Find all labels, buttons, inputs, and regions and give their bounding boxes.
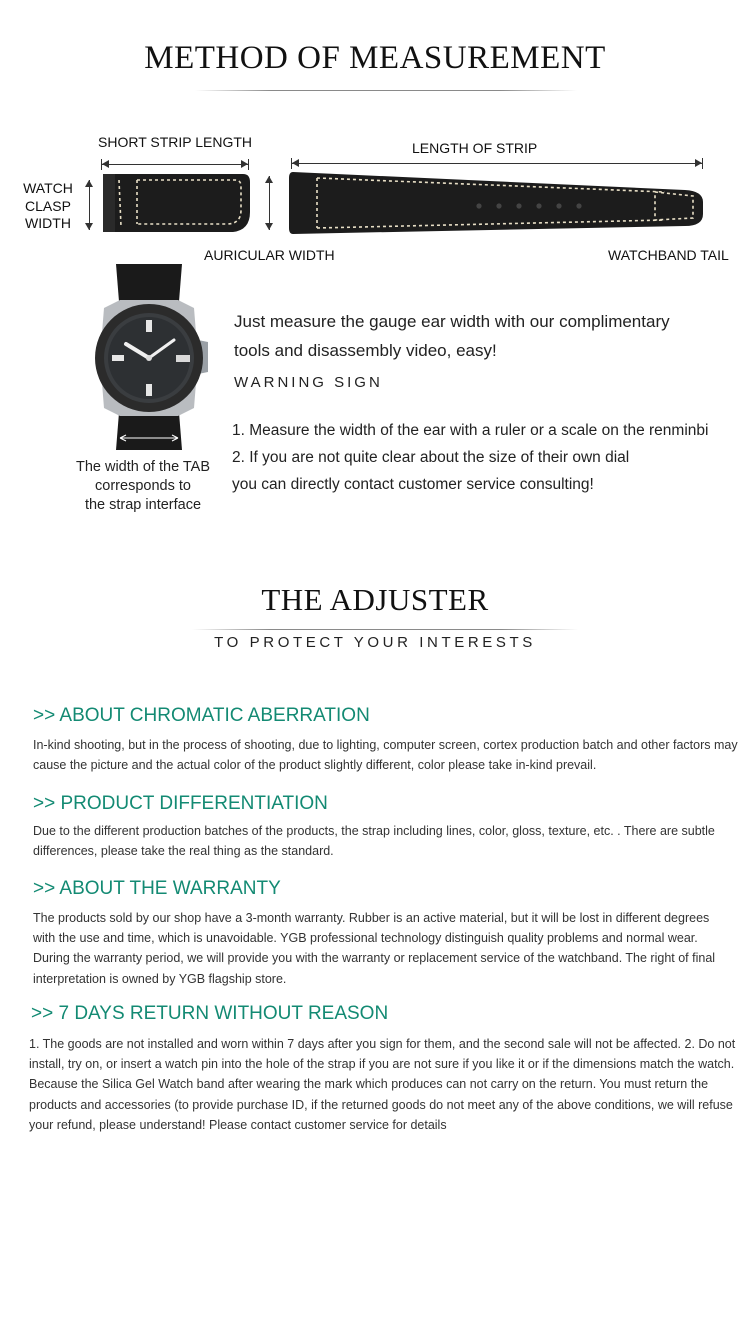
- arrow-up-icon: [85, 180, 93, 187]
- measurement-intro: [234, 307, 670, 365]
- short-strip-dimension-line: [102, 164, 248, 165]
- intro-line: Just measure the gauge ear width with our complimentary: [234, 312, 670, 331]
- short-strip-icon: [103, 174, 250, 232]
- step-line: 1. Measure the width of the ear with a ruler or a scale on the renminbi: [232, 422, 709, 439]
- warning-title: WARNING SIGN: [234, 374, 383, 391]
- section-heading-differentiation: >> PRODUCT DIFFERENTIATION: [33, 793, 328, 814]
- adjuster-divider: [192, 629, 578, 630]
- caption-line: corresponds to: [95, 478, 191, 494]
- strap-illustration: [95, 168, 715, 240]
- caption-line: The width of the TAB: [75, 459, 211, 475]
- label-line: WIDTH: [25, 215, 71, 231]
- length-of-strip-label: LENGTH OF STRIP: [412, 140, 538, 156]
- step-line: 2. If you are not quite clear about the size of their own dial: [232, 449, 630, 466]
- adjuster-title: THE ADJUSTER: [261, 582, 489, 617]
- section-heading-chromatic: >> ABOUT CHROMATIC ABERRATION: [33, 705, 370, 726]
- section-body-chromatic: In-kind shooting, but in the process of shooting, due to lighting, computer screen, cortex production batch and other factors may cause the picture and the actual color of the product slightly different, color please take in-kind prevail.: [33, 738, 738, 773]
- short-strip-length-label: SHORT STRIP LENGTH: [98, 134, 253, 150]
- measurement-title: METHOD OF MEASUREMENT: [144, 40, 606, 76]
- section-body-differentiation: Due to the different production batches of the products, the strap including lines, color, gloss, texture, etc. . There are subtle differences, please take the real thing as the standard.: [33, 824, 715, 859]
- watch-clasp-width-label: [22, 180, 74, 233]
- arrow-right-icon: [695, 159, 702, 167]
- arrow-left-icon: [102, 160, 109, 168]
- section-body-warranty: The products sold by our shop have a 3-month warranty. Rubber is an active material, but it will be lost in different degrees with the use and time, which is unavoidable. YGB professional technology distinguish quality problems and normal wear. During the warranty period, we will provide you with the warranty or replacement service of the watchband. The right of final interpretation is owned by YGB flagship store.: [33, 911, 716, 986]
- adjuster-subtitle: TO PROTECT YOUR INTERESTS: [214, 634, 536, 651]
- caption-line: the strap interface: [84, 497, 202, 513]
- measurement-steps: [232, 417, 708, 498]
- title-divider: [195, 90, 577, 91]
- tab-caption: [56, 458, 230, 515]
- intro-line: tools and disassembly video, easy!: [234, 341, 497, 360]
- strip-length-dimension-line: [292, 163, 702, 164]
- arrow-left-icon: [292, 159, 299, 167]
- section-heading-return: >> 7 DAYS RETURN WITHOUT REASON: [31, 1003, 389, 1024]
- auricular-width-label: AURICULAR WIDTH: [204, 247, 335, 263]
- section-heading-warranty: >> ABOUT THE WARRANTY: [33, 878, 281, 899]
- arrow-right-icon: [241, 160, 248, 168]
- label-line: WATCH: [23, 180, 73, 196]
- watch-icon: [80, 262, 218, 452]
- label-line: CLASP: [25, 197, 71, 214]
- step-line: you can directly contact customer service consulting!: [232, 476, 594, 493]
- section-body-return: 1. The goods are not installed and worn within 7 days after you sign for them, and the second sale will not be affected. 2. Do not install, try on, or insert a watch pin into the hole of the strap if you are not sure if you like it or if the dimensions match the watch. Because the Silica Gel Watch band after wearing the mark which produces can not carry on the return. You must return the products and accessories (to provide purchase ID, if the returned goods do not meet any of the above conditions, we will refuse your refund, please understand! Please contact customer service for details: [29, 1037, 736, 1132]
- arrow-down-icon: [85, 223, 93, 230]
- long-strip-icon: [289, 172, 703, 234]
- watchband-tail-label: WATCHBAND TAIL: [608, 247, 729, 263]
